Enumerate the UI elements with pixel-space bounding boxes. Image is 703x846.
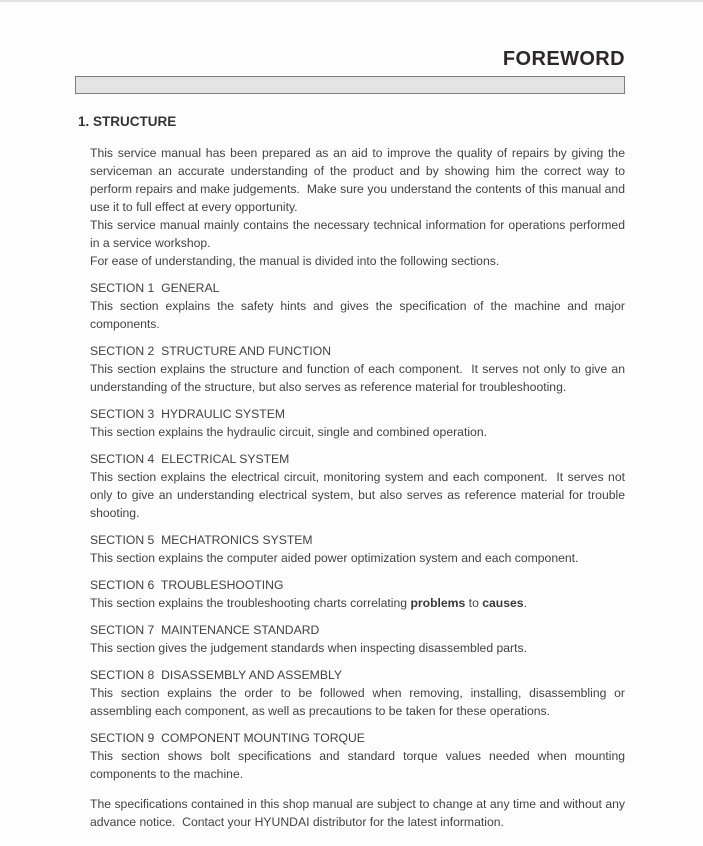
intro-paragraph: For ease of understanding, the manual is divided into the following sections. xyxy=(90,254,500,268)
manual-section xyxy=(78,666,625,720)
intro-paragraph: This service manual has been prepared as an aid to improve the quality of repairs by giving the serviceman an accurate understanding of the product and by showing him the correct way to perform repairs and make judgements. Make sure you understand the contents of this manual and use it to full effect at every opportunity. xyxy=(90,146,625,214)
page-header xyxy=(0,48,703,94)
section-title: SECTION 1 GENERAL xyxy=(90,281,220,295)
section-description xyxy=(78,423,625,441)
description-text: This section explains the order to be followed when removing, installing, disassembling or assembling each component, as well as precautions to be taken for these operations. xyxy=(90,686,625,718)
section-description xyxy=(78,747,625,783)
title-underline-bar xyxy=(75,76,625,94)
manual-section xyxy=(78,729,625,783)
manual-section xyxy=(78,405,625,441)
intro-paragraphs xyxy=(78,144,625,270)
description-text: This section explains the safety hints and gives the specification of the machine and major components. xyxy=(90,299,625,331)
section-description xyxy=(78,639,625,657)
section-title: SECTION 7 MAINTENANCE STANDARD xyxy=(90,623,320,637)
section-description xyxy=(78,549,625,567)
page-title: FOREWORD xyxy=(502,48,625,70)
section-title: SECTION 5 MECHATRONICS SYSTEM xyxy=(90,533,313,547)
manual-section xyxy=(78,450,625,522)
section-description xyxy=(78,297,625,333)
section-title: SECTION 6 TROUBLESHOOTING xyxy=(90,578,284,592)
section-description xyxy=(78,684,625,720)
manual-section xyxy=(78,531,625,567)
bold-keyword: causes xyxy=(482,596,524,610)
section-title: SECTION 8 DISASSEMBLY AND ASSEMBLY xyxy=(90,668,342,682)
section-description xyxy=(78,468,625,522)
description-text: This section explains the hydraulic circuit, single and combined operation. xyxy=(90,425,487,439)
manual-section xyxy=(78,342,625,396)
section-list xyxy=(78,279,625,783)
section-title: SECTION 4 ELECTRICAL SYSTEM xyxy=(90,452,290,466)
manual-section xyxy=(78,279,625,333)
description-text: This section explains the computer aided power optimization system and each component. xyxy=(90,551,579,565)
section-description xyxy=(78,594,625,612)
description-text: This section explains the electrical circuit, monitoring system and each component. It serves not only to give an understanding electrical system, but also serves as reference material for trouble shooting. xyxy=(90,470,625,520)
section-title: SECTION 2 STRUCTURE AND FUNCTION xyxy=(90,344,332,358)
page-content xyxy=(0,94,703,831)
section-description xyxy=(78,360,625,396)
section-title: SECTION 9 COMPONENT MOUNTING TORQUE xyxy=(90,731,365,745)
description-text: to xyxy=(465,596,483,610)
description-text: This section explains the structure and function of each component. It serves not only to give an understanding of the structure, but also serves as reference material for troubleshooting. xyxy=(90,362,625,394)
structure-heading: 1. STRUCTURE xyxy=(78,114,177,129)
description-text: This section explains the troubleshooting charts correlating xyxy=(90,596,411,610)
description-text: This section gives the judgement standards when inspecting disassembled parts. xyxy=(90,641,527,655)
manual-section xyxy=(78,576,625,612)
manual-section xyxy=(78,621,625,657)
intro-paragraph: This service manual mainly contains the necessary technical information for operations performed in a service workshop. xyxy=(90,218,625,250)
section-title: SECTION 3 HYDRAULIC SYSTEM xyxy=(90,407,286,421)
description-text: . xyxy=(523,596,527,610)
bold-keyword: problems xyxy=(410,596,466,610)
description-text: This section shows bolt specifications and standard torque values needed when mounting components to the machine. xyxy=(90,749,625,781)
closing-paragraph: The specifications contained in this shop manual are subject to change at any time and without any advance notice. Contact your HYUNDAI distributor for the latest information. xyxy=(90,797,625,829)
